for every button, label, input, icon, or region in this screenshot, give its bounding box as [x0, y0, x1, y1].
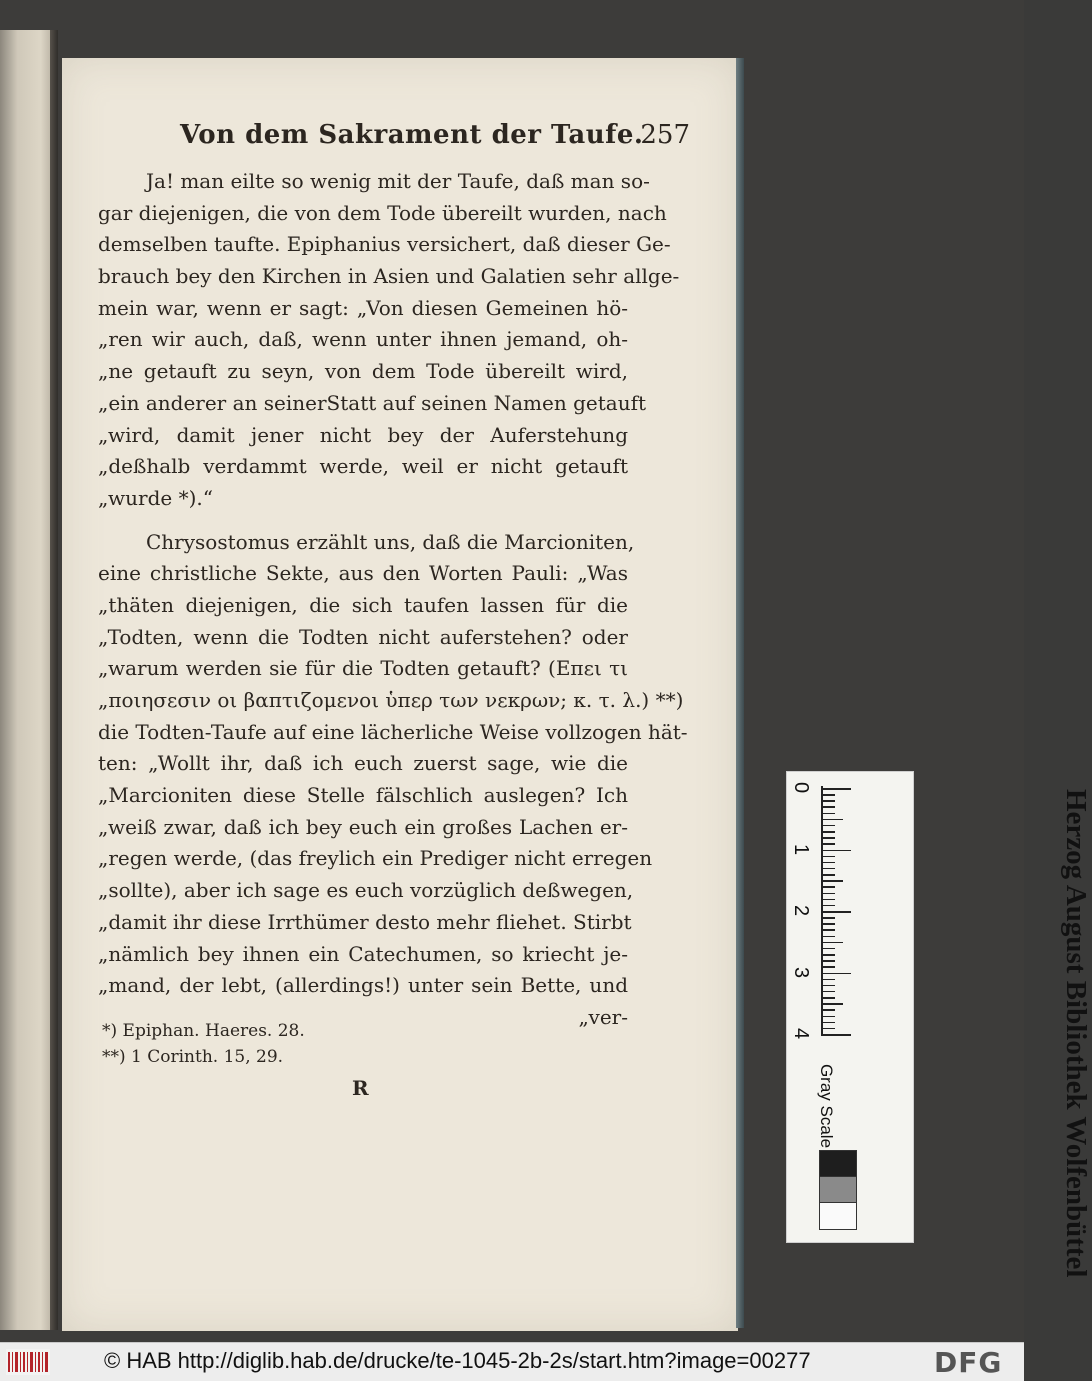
text-line: „ne getauft zu seyn, von dem Tode übereilt wird, [98, 359, 628, 384]
ruler-tick [821, 1009, 835, 1011]
text-line: „damit ihr diese Irrthümer desto mehr fliehet. Stirbt [98, 909, 632, 934]
ruler-tick [821, 1028, 835, 1030]
ruler-tick [821, 788, 851, 790]
barcode-icon [6, 1349, 50, 1375]
text-line: „nämlich bey ihnen ein Catechumen, so kriecht je- [98, 941, 628, 966]
text-line: eine christliche Sekte, aus den Worten Pauli: „Was [98, 561, 628, 586]
ruler-tick [821, 874, 835, 876]
body-text [98, 166, 688, 1034]
ruler-number: 0 [790, 781, 813, 794]
ruler-tick [821, 985, 835, 987]
text-line: „warum werden sie für die Todten getauft? (Επει τι [98, 656, 628, 681]
gray-scale-label: Gray Scale [817, 1063, 836, 1149]
ruler-tick [821, 899, 835, 901]
copyright-link[interactable]: © HAB http://diglib.hab.de/drucke/te-1045-2b-2s/start.htm?image=00277 [104, 1348, 811, 1373]
page-edge [736, 58, 744, 1328]
text-line: „Todten, wenn die Todten nicht auferstehen? oder [98, 624, 628, 649]
ruler-tick [821, 948, 835, 950]
dfg-logo: DFG [934, 1346, 1003, 1379]
adjacent-page-edge [0, 30, 58, 1330]
ruler-tick [821, 973, 851, 975]
ruler-tick [821, 794, 835, 796]
text-line: ten: „Wollt ihr, daß ich euch zuerst sage, wie die [98, 751, 628, 776]
ruler-tick [821, 825, 835, 827]
footnote: *) Epiphan. Haeres. 28. [102, 1021, 305, 1041]
footer-bar [0, 1342, 1024, 1381]
ruler-tick [821, 1003, 843, 1005]
ruler-tick [821, 880, 843, 882]
footnotes [102, 1018, 502, 1070]
footnote: **) 1 Corinth. 15, 29. [102, 1047, 284, 1067]
gray-swatch-dark [819, 1150, 857, 1178]
ruler-tick [821, 1022, 835, 1024]
ruler-tick [821, 819, 843, 821]
running-title: Von dem Sakrament der Taufe. [180, 120, 644, 150]
ruler-tick [821, 1016, 835, 1018]
ruler-number: 3 [790, 966, 813, 978]
ruler-tick [821, 979, 835, 981]
ruler-tick [821, 886, 835, 888]
text-line: „deßhalb verdammt werde, weil er nicht getauft [98, 454, 628, 479]
ruler-tick [821, 917, 835, 919]
page-gutter [50, 30, 58, 1330]
ruler-tick [821, 929, 835, 931]
text-line: „regen werde, (das freylich ein Prediger nicht erregen [98, 846, 653, 871]
text-line: „wurde *).“ [98, 485, 213, 510]
ruler-tick [821, 997, 835, 999]
ruler-tick [821, 936, 835, 938]
text-line: demselben taufte. Epiphanius versichert, daß dieser Ge- [98, 232, 671, 257]
text-line: „ren wir auch, daß, wenn unter ihnen jemand, oh- [98, 327, 628, 352]
ruler-number: 1 [790, 843, 813, 855]
text-line: die Todten-Taufe auf eine lächerliche Weise vollzogen hät- [98, 719, 688, 744]
running-head [180, 118, 690, 158]
ruler-tick [821, 813, 835, 815]
ruler-tick [821, 856, 835, 858]
ruler-tick [821, 966, 835, 968]
ruler-tick [821, 800, 835, 802]
ruler-tick [821, 942, 843, 944]
text-line: Chrysostomus erzählt uns, daß die Marcioniten, [146, 529, 635, 554]
ruler-tick [821, 960, 835, 962]
text-line: „ver- [578, 1004, 628, 1029]
ruler-tick [821, 868, 835, 870]
library-name: Herzog August Bibliothek Wolfenbüttel [1060, 789, 1092, 1278]
ruler-tick [821, 843, 835, 845]
ruler-number: 4 [790, 1027, 813, 1040]
page-number: 257 [640, 120, 690, 150]
text-line: gar diejenigen, die von dem Tode übereilt wurden, nach [98, 200, 667, 225]
text-line: Ja! man eilte so wenig mit der Taufe, daß man so- [146, 169, 650, 193]
ruler-number: 2 [790, 904, 813, 917]
ruler-tick [821, 806, 835, 808]
ruler-tick [821, 837, 835, 839]
text-line: mein war, wenn er sagt: „Von diesen Gemeinen hö- [98, 295, 628, 320]
text-line: „weiß zwar, daß ich bey euch ein großes Lachen er- [98, 814, 628, 839]
ruler-tick [821, 862, 835, 864]
text-line: „Marcioniten diese Stelle fälschlich auslegen? Ich [98, 783, 628, 808]
ruler-tick [821, 954, 835, 956]
text-line: brauch bey den Kirchen in Asien und Galatien sehr allge- [98, 264, 680, 289]
ruler-tick [821, 991, 835, 993]
paragraph-gap [98, 515, 628, 527]
text-line: „thäten diejenigen, die sich taufen lassen für die [98, 592, 628, 617]
ruler-tick [821, 905, 835, 907]
text-line: „ein anderer an seinerStatt auf seinen Namen getauft [98, 390, 647, 415]
page-content [62, 58, 738, 1331]
text-line: „mand, der lebt, (allerdings!) unter sein Bette, und [98, 973, 628, 998]
text-line: „ποιησεσιν οι βαπτιζομενοι ὑπερ των νεκρων; κ. τ. λ.) **) [98, 688, 684, 712]
color-scale-card [786, 771, 1092, 1278]
ruler-tick [821, 893, 835, 895]
gray-swatch-light [819, 1202, 857, 1230]
gray-swatch-mid [819, 1176, 857, 1204]
ruler-tick [821, 923, 835, 925]
signature-mark: R [352, 1076, 369, 1100]
ruler-tick [821, 911, 851, 913]
text-line: „wird, damit jener nicht bey der Auferstehung [98, 422, 628, 447]
ruler-tick [821, 831, 835, 833]
book-page [62, 58, 738, 1331]
text-line: „sollte), aber ich sage es euch vorzüglich deßwegen, [98, 878, 634, 903]
ruler-tick [821, 850, 851, 852]
ruler-tick [821, 1034, 851, 1036]
